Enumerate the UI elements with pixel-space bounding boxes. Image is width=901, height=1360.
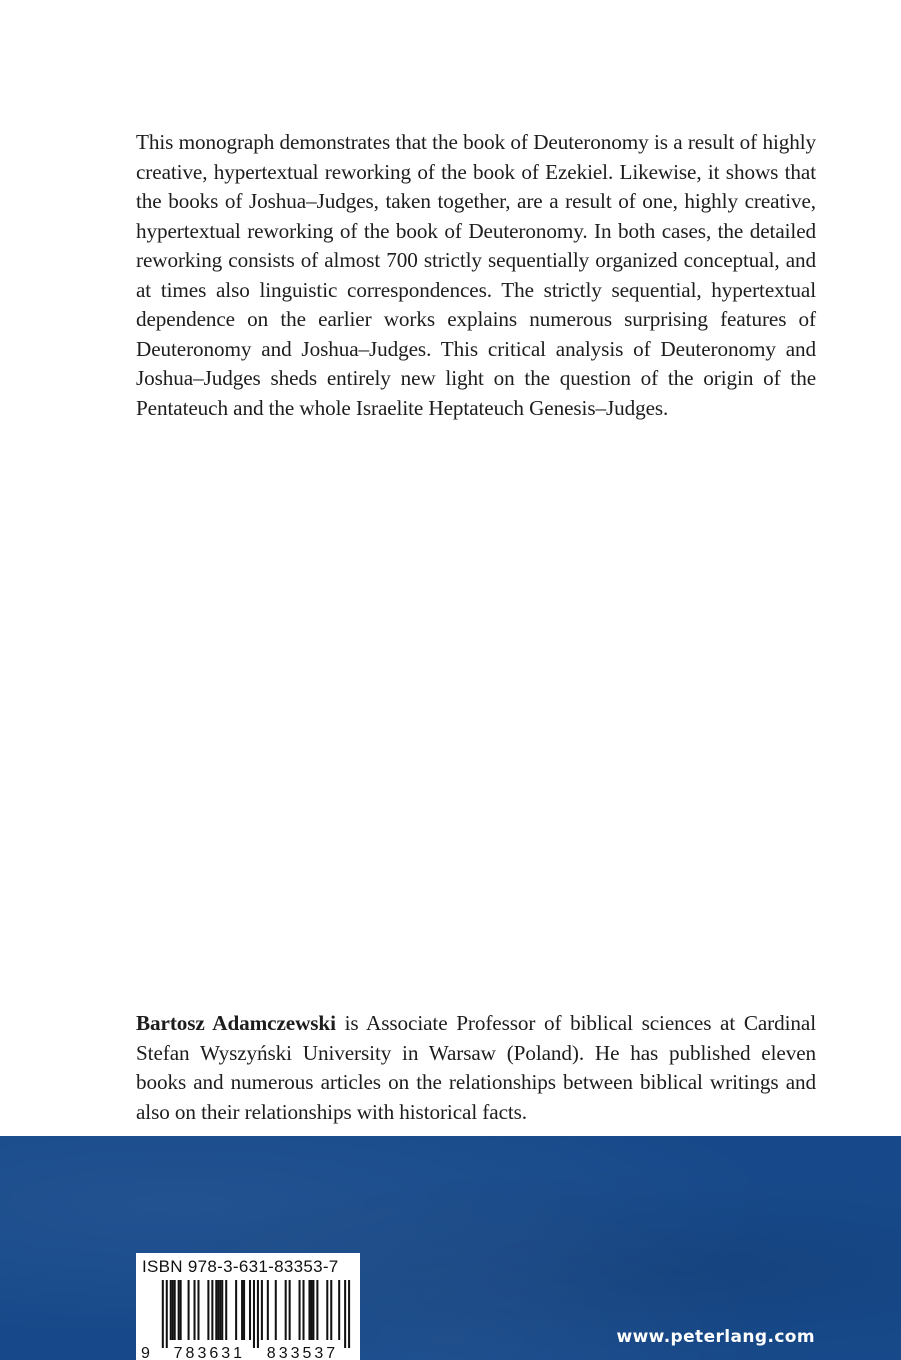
author-name: Bartosz Adamczewski (136, 1011, 336, 1035)
isbn-barcode-box (136, 1253, 360, 1360)
barcode-bar (219, 1280, 221, 1340)
barcode-bar (330, 1280, 332, 1340)
barcode-bar (180, 1280, 182, 1340)
barcode-bar (249, 1280, 251, 1340)
barcode-bar (162, 1280, 164, 1348)
barcode-bar (243, 1280, 245, 1340)
barcode-bar (174, 1280, 176, 1340)
barcode-bar (310, 1280, 312, 1340)
barcode-bar (207, 1280, 209, 1340)
barcode-bar (235, 1280, 237, 1340)
barcode-bar (225, 1280, 227, 1340)
barcode-bar (316, 1280, 318, 1340)
barcode-bar (217, 1280, 219, 1340)
barcode-bar (172, 1280, 174, 1340)
barcode-bar (312, 1280, 314, 1340)
barcode-bar (275, 1280, 277, 1340)
barcode-bar (267, 1280, 269, 1340)
publisher-url: www.peterlang.com (616, 1327, 815, 1347)
barcode-bar (299, 1280, 301, 1340)
barcode-bar (261, 1280, 263, 1340)
barcode-bar (221, 1280, 223, 1340)
barcode-bar (178, 1280, 180, 1340)
isbn-label: ISBN 978-3-631-83353-7 (142, 1257, 339, 1276)
barcode-bar (326, 1280, 328, 1340)
barcode-bar (166, 1280, 168, 1348)
barcode-bar (197, 1280, 199, 1340)
barcode-bar (302, 1280, 304, 1340)
barcode-bar (289, 1280, 291, 1340)
barcode-bar (257, 1280, 259, 1348)
barcode-bar (308, 1280, 310, 1340)
barcode-graphic (140, 1280, 356, 1360)
author-bio (136, 1009, 816, 1127)
barcode-bar (348, 1280, 350, 1348)
barcode-bar (170, 1280, 172, 1340)
barcode-bar (194, 1280, 196, 1340)
barcode-bar (338, 1280, 340, 1340)
barcode-bar (253, 1280, 255, 1348)
barcode-bar (211, 1280, 213, 1340)
barcode-bar (188, 1280, 190, 1340)
barcode-bar (241, 1280, 243, 1340)
barcode-digits: 783631 (173, 1345, 246, 1360)
author-bio-text: is Associate Professor of biblical sciences at Cardinal Stefan Wyszyński University in Warsaw (Poland). He has published eleven books and numerous articles on the relationships between biblical writings and also on their relationships with historical facts. (136, 1011, 816, 1124)
barcode-digits: 833537 (266, 1345, 339, 1360)
barcode-digits: 9 (141, 1345, 150, 1360)
barcode-bar (344, 1280, 346, 1348)
barcode-bar (215, 1280, 217, 1340)
barcode-bar (285, 1280, 287, 1340)
back-cover-blurb: This monograph demonstrates that the book of Deuteronomy is a result of highly creative, hypertextual reworking of the book of Ezekiel. Likewise, it shows that the books of Joshua–Judges, taken together, are a result of one, highly creative, hypertextual reworking of the book of Deuteronomy. In both cases, the detailed reworking consists of almost 700 strictly sequentially organized conceptual, and at times also linguistic correspondences. The strictly sequential, hypertextual dependence on the earlier works explains numerous surprising features of Deuteronomy and Joshua–Judges. This critical analysis of Deuteronomy and Joshua–Judges sheds entirely new light on the question of the origin of the Pentateuch and the whole Israelite Heptateuch Genesis–Judges. (136, 130, 816, 420)
